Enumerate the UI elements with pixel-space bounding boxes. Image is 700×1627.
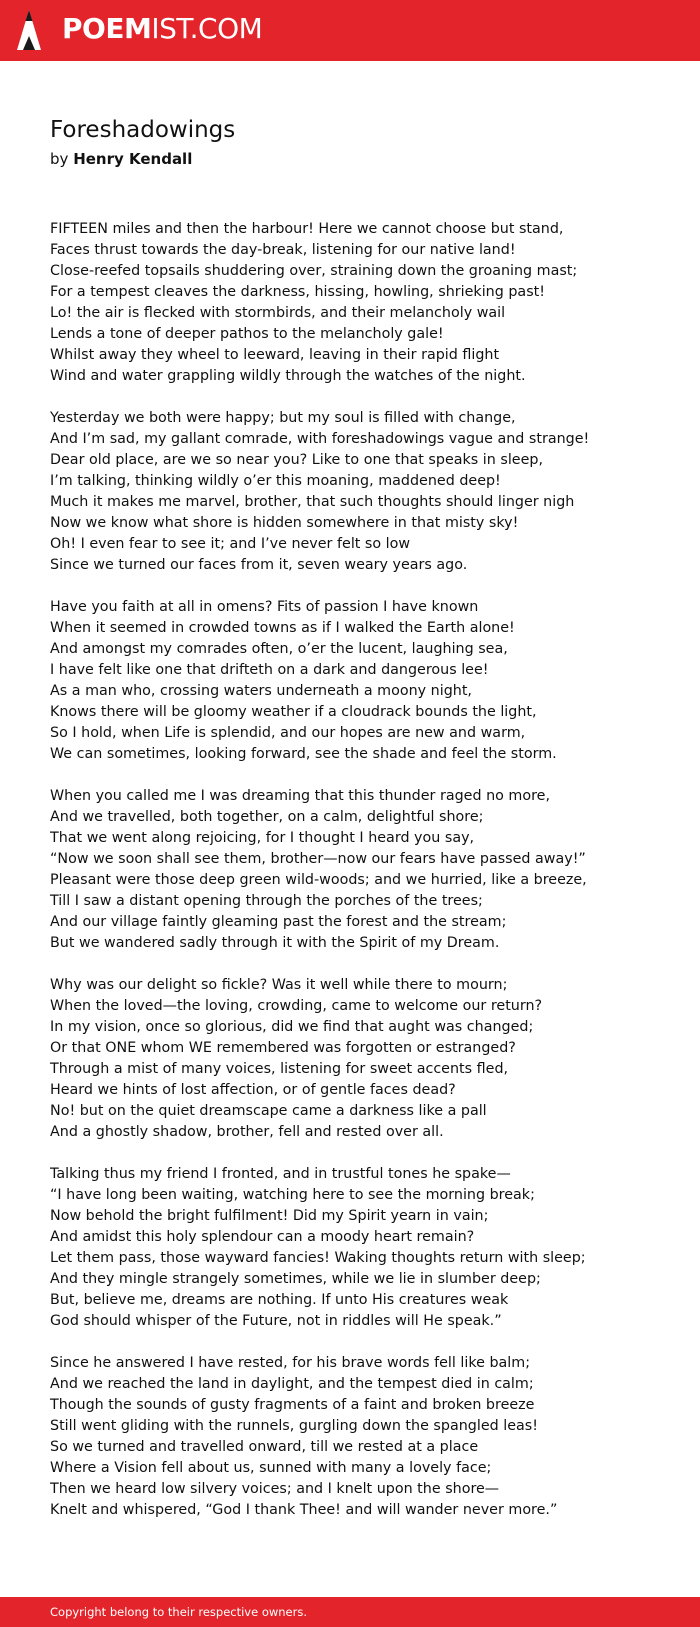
poem-line: I’m talking, thinking wildly o’er this moaning, maddened deep! (50, 473, 501, 489)
site-logo[interactable] (62, 11, 262, 47)
poem-line: And a ghostly shadow, brother, fell and rested over all. (50, 1124, 444, 1140)
poem-line: Have you faith at all in omens? Fits of passion I have known (50, 599, 479, 615)
poem-line: So we turned and travelled onward, till we rested at a place (50, 1439, 479, 1455)
poem-title: Foreshadowings (50, 117, 236, 143)
poem-line: And they mingle strangely sometimes, while we lie in slumber deep; (50, 1271, 541, 1287)
poem-line: Wind and water grappling wildly through the watches of the night. (50, 368, 526, 384)
site-footer (0, 1597, 700, 1627)
poem-stanza (50, 1164, 670, 1332)
poem-line: As a man who, crossing waters underneath a moony night, (50, 683, 472, 699)
poem-line: We can sometimes, looking forward, see the shade and feel the storm. (50, 746, 557, 762)
poem-line: And our village faintly gleaming past the forest and the stream; (50, 914, 507, 930)
poem-stanza (50, 597, 670, 765)
poem-line: And we reached the land in daylight, and the tempest died in calm; (50, 1376, 534, 1392)
poem-line: But we wandered sadly through it with the Spirit of my Dream. (50, 935, 500, 951)
poem-line: That we went along rejoicing, for I thought I heard you say, (50, 830, 475, 846)
poem-line: Yesterday we both were happy; but my soul is filled with change, (50, 410, 516, 426)
poem-line: Knows there will be gloomy weather if a cloudrack bounds the light, (50, 704, 537, 720)
poem-stanza (50, 786, 670, 954)
poem-stanza (50, 219, 670, 387)
poem-line: Then we heard low silvery voices; and I knelt upon the shore— (50, 1481, 500, 1497)
copyright-text: Copyright belong to their respective owners. (50, 1605, 308, 1619)
poem-line: Through a mist of many voices, listening for sweet accents fled, (50, 1061, 509, 1077)
poem-line: Since we turned our faces from it, seven weary years ago. (50, 557, 468, 573)
poem-line: Faces thrust towards the day-break, listening for our native land! (50, 242, 516, 258)
poem-line: So I hold, when Life is splendid, and our hopes are new and warm, (50, 725, 526, 741)
poem-line: Whilst away they wheel to leeward, leaving in their rapid flight (50, 347, 500, 363)
poem-line: God should whisper of the Future, not in riddles will He speak.” (50, 1313, 502, 1329)
poem-line: And amongst my comrades often, o’er the lucent, laughing sea, (50, 641, 508, 657)
poem-line: Till I saw a distant opening through the porches of the trees; (50, 893, 483, 909)
poem-line: I have felt like one that drifteth on a dark and dangerous lee! (50, 662, 489, 678)
poem-line: Though the sounds of gusty fragments of a faint and broken breeze (50, 1397, 535, 1413)
poem-line: Knelt and whispered, “God I thank Thee! and will wander never more.” (50, 1502, 558, 1518)
poem-byline (50, 148, 192, 170)
pencil-icon[interactable] (17, 10, 41, 52)
poem-line: And amidst this holy splendour can a moody heart remain? (50, 1229, 475, 1245)
by-label: by (50, 150, 69, 168)
poem-line: Pleasant were those deep green wild-woods; and we hurried, like a breeze, (50, 872, 587, 888)
logo-light-text: IST.COM (151, 12, 263, 45)
poem-line: In my vision, once so glorious, did we find that aught was changed; (50, 1019, 534, 1035)
poem-line: For a tempest cleaves the darkness, hissing, howling, shrieking past! (50, 284, 545, 300)
poem-line: “Now we soon shall see them, brother—now our fears have passed away!” (50, 851, 586, 867)
poem-line: Much it makes me marvel, brother, that such thoughts should linger nigh (50, 494, 575, 510)
poem-line: When it seemed in crowded towns as if I walked the Earth alone! (50, 620, 515, 636)
poem-line: Close-reefed topsails shuddering over, straining down the groaning mast; (50, 263, 578, 279)
poem-line: Since he answered I have rested, for his brave words fell like balm; (50, 1355, 531, 1371)
poem-line: Still went gliding with the runnels, gurgling down the spangled leas! (50, 1418, 538, 1434)
poem-line: And I’m sad, my gallant comrade, with foreshadowings vague and strange! (50, 431, 590, 447)
poem-line: Heard we hints of lost affection, or of gentle faces dead? (50, 1082, 456, 1098)
poem-stanza (50, 1353, 670, 1521)
poem-line: Lends a tone of deeper pathos to the melancholy gale! (50, 326, 444, 342)
poem-line: Talking thus my friend I fronted, and in trustful tones he spake— (50, 1166, 511, 1182)
poem-body (50, 219, 670, 1542)
poem-line: FIFTEEN miles and then the harbour! Here we cannot choose but stand, (50, 221, 564, 237)
poem-line: Lo! the air is flecked with stormbirds, and their melancholy wail (50, 305, 506, 321)
poem-line: Now we know what shore is hidden somewhere in that misty sky! (50, 515, 519, 531)
poem-author: Henry Kendall (73, 150, 193, 168)
logo-bold-text: POEM (62, 12, 152, 45)
poem-line: Dear old place, are we so near you? Like to one that speaks in sleep, (50, 452, 543, 468)
poem-stanza (50, 408, 670, 576)
poem-line: When you called me I was dreaming that this thunder raged no more, (50, 788, 550, 804)
poem-stanza (50, 975, 670, 1143)
poem-line: No! but on the quiet dreamscape came a darkness like a pall (50, 1103, 487, 1119)
poem-line: “I have long been waiting, watching here to see the morning break; (50, 1187, 535, 1203)
poem-line: Let them pass, those wayward fancies! Waking thoughts return with sleep; (50, 1250, 586, 1266)
poem-line: But, believe me, dreams are nothing. If unto His creatures weak (50, 1292, 509, 1308)
poem-line: Oh! I even fear to see it; and I’ve never felt so low (50, 536, 411, 552)
poem-line: Where a Vision fell about us, sunned with many a lovely face; (50, 1460, 492, 1476)
poem-line: Now behold the bright fulfilment! Did my Spirit yearn in vain; (50, 1208, 489, 1224)
poem-line: When the loved—the loving, crowding, came to welcome our return? (50, 998, 543, 1014)
site-header (0, 0, 700, 61)
poem-line: Why was our delight so fickle? Was it well while there to mourn; (50, 977, 508, 993)
poem-line: And we travelled, both together, on a calm, delightful shore; (50, 809, 484, 825)
poem-line: Or that ONE whom WE remembered was forgotten or estranged? (50, 1040, 516, 1056)
